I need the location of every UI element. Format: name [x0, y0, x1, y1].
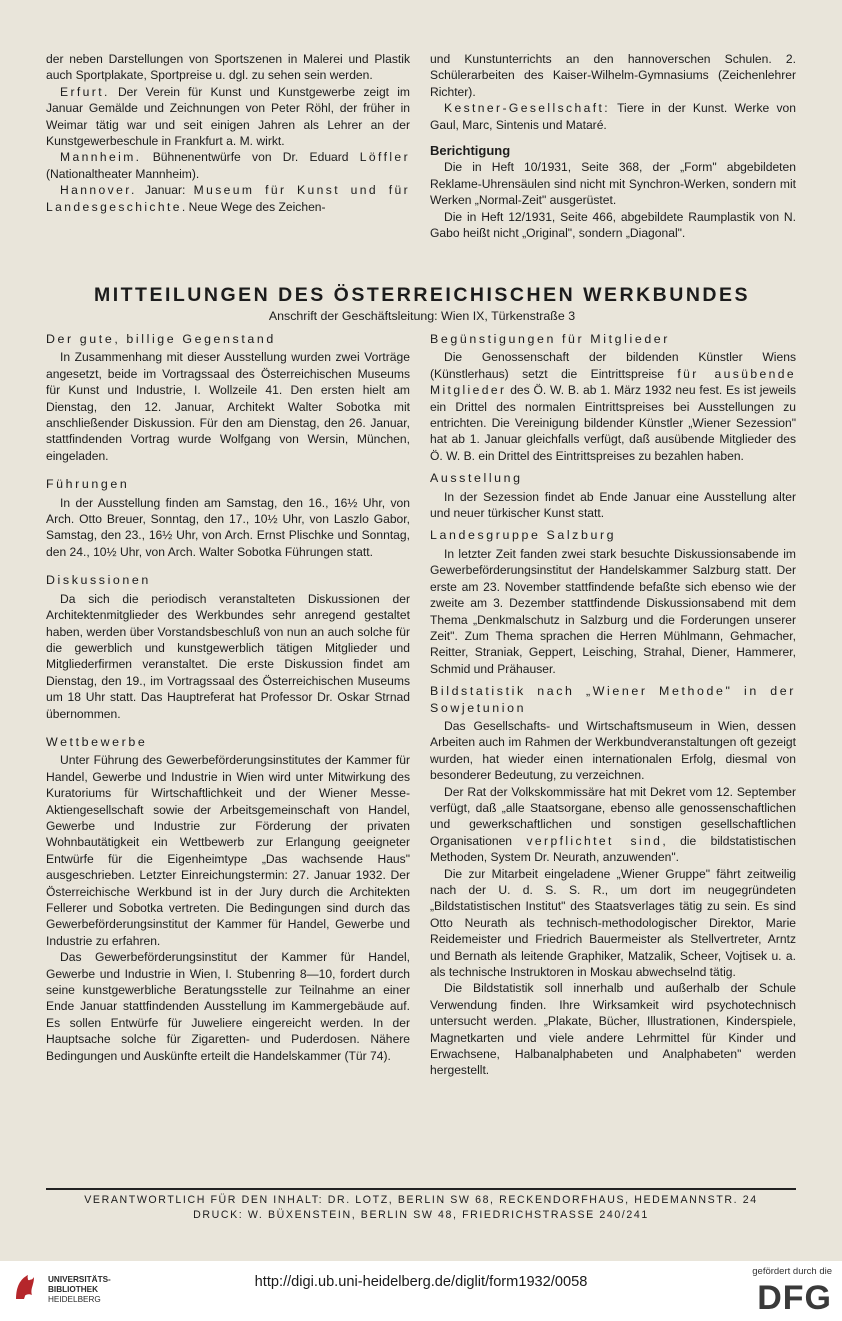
paragraph-text: (Nationaltheater Mannheim). [46, 166, 200, 181]
paragraph [46, 84, 410, 150]
paragraph [430, 349, 796, 464]
paragraph-text: Der Rat der Volkskommissäre hat mit Dekret vom 12. September verfügt, daß „alle Staatsorgane, ebenso alle genossenschaftlichen und gewerkschaftlichen und sonstigen gesellschaftlichen Organisationen [430, 784, 796, 848]
paragraph: Die Bildstatistik soll innerhalb und außerhalb der Schule Verwendung finden. Ihre Wirksamkeit wird psychotechnisch untersucht werden. „Plakate, Bücher, Illustrationen, Kinderspiele, Magnetkarten und viele andere Lehrmittel für Kinder und Erwachsene, Halbanalphabeten und Analphabeten" werden hergestellt. [430, 981, 796, 1078]
paragraph [46, 149, 410, 182]
paragraph: In Zusammenhang mit dieser Ausstellung wurden zwei Vorträge angesetzt, beide im Vortragssaal des Österreichischen Museums für Kunst und Industrie, I. Wollzeile 41. Den ersten hielt am Dienstag, den 12. Januar, Architekt Walter Sobotka mit anschließender Diskussion. Für den am Dienstag, den 26. Januar, stattfindenden Vortrag wurde Wolfgang von Wersin, München, eingeladen. [46, 350, 410, 463]
society-name: Kestner-Gesellschaft: [444, 101, 611, 116]
page-title: MITTEILUNGEN DES ÖSTERREICHISCHEN WERKBUNDES [93, 284, 751, 306]
paragraph: Das Gewerbeförderungsinstitut der Kammer für Handel, Gewerbe und Industrie in Wien, I. Stubenring 8—10, fordert durch seine kunstgewerbliche Beratungsstelle zur Teilnahme an einer Ende Januar stattfindenden Ausstellung im Kammergebäude auf. Es sollen Entwürfe für Juweliere eingereicht werden. In der Hauptsache solche für Zigaretten- und Puderdosen. Nähere Bedingungen und Auskünfte erteilt die Handelskammer (Tür 74). [46, 950, 410, 1063]
right-column [430, 325, 796, 1079]
library-name-line: BIBLIOTHEK [48, 1285, 99, 1294]
section-heading: Ausstellung [430, 471, 523, 486]
paragraph: Unter Führung des Gewerbeförderungsinstitutes der Kammer für Handel, Gewerbe und Industrie in Wien wird unter Mitwirkung des Kuratoriums für Wirtschaftlichkeit und der Wiener Messe-Aktiengesellschaft sowie der Arbeitsgemeinschaft von Handel, Gewerbe und Industrie zur Förderung der privaten Wohnbautätigkeit ein Wettbewerb zur Erlangung geeigneter Entwürfe für die Eigenheimtype „Das wachsende Haus" ausgeschrieben. Letzter Einreichungstermin: 27. Januar 1932. Der Österreichische Werkbund ist in der Jury durch die Architekten Fellerer und Sobotka vertreten. Die Bedingungen sind durch das Gewerbeförderungsinstitut der Kammer für Handel, Gewerbe und Industrie zu erfahren. [46, 753, 410, 948]
paragraph: und Kunstunterrichts an den hannoverschen Schulen. 2. Schülerarbeiten des Kaiser-Wilhelm-Gymnasiums (Zeichenlehrer Richter). [430, 52, 796, 99]
imprint-line: VERANTWORTLICH FÜR DEN INHALT: DR. LOTZ, BERLIN SW 68, RECKENDORFHAUS, HEDEMANNSTR. 24 [84, 1194, 758, 1206]
spaced-text: verpflichtet sind [526, 833, 663, 848]
printer-line: DRUCK: W. BÜXENSTEIN, BERLIN SW 48, FRIEDRICHSTRASSE 240/241 [193, 1209, 649, 1221]
funded-by-text: gefördert durch die [752, 1266, 832, 1277]
paragraph: In der Sezession findet ab Ende Januar eine Ausstellung alter und neuer türkischer Kunst statt. [430, 489, 796, 521]
paragraph: Die in Heft 12/1931, Seite 466, abgebildete Raumplastik von N. Gabo heißt nicht „Original", sondern „Diagonal". [430, 209, 796, 241]
left-column [46, 325, 410, 1064]
section-heading: Landesgruppe Salzburg [430, 528, 617, 543]
section-heading: Der gute, billige Gegenstand [46, 332, 276, 346]
paragraph-text: des Ö. W. B. ab 1. März 1932 neu fest. Es ist jeweils ein Drittel des normalen Eintrittspreises bei Ausstellungen zu entrichten. Die Vereinigung bildender Künstler „Wiener Sezession" hat ab 1. Januar gleichfalls verfügt, daß ausübende Mitglieder des Ö. W. B. ein Drittel des Eintrittspreises zu bezahlen haben. [430, 383, 796, 463]
person-name: Löffler [359, 150, 410, 165]
library-name-line: HEIDELBERG [48, 1295, 101, 1304]
dfg-logo: DFG [757, 1279, 832, 1317]
section-heading: Bildstatistik nach „Wiener Methode" in der Sowjetunion [430, 684, 796, 715]
paragraph [430, 100, 796, 133]
paragraph: In letzter Zeit fanden zwei stark besuchte Diskussionsabende im Gewerbeförderungsinstitut der Handelskammer Salzburg statt. Der erste am 23. November stattfindende befaßte sich ebenso wie der zweite am 3. Dezember stattfindende Diskussionsabend mit dem Thema „Denkmalschutz in Salzburg und die Forderungen unserer Zeit". Zum Thema sprachen die Herren Mühlmann, Gehmacher, Reitter, Straniak, Geppert, Leisching, Strahal, Diener, Hammerer, Schmid und Prähauser. [430, 546, 796, 676]
paragraph: Da sich die periodisch veranstalteten Diskussionen der Architektenmitglieder des Werkbundes sehr anregend gestaltet haben, werden über Vorstandsbeschluß von nun an auch solche für die gewerblich und kunstgewerblich tätigen Mitglieder und Mitgliederfirmen veranstaltet. Die erste Diskussion findet am Dienstag, den 19., im Vortragssaal des Österreichischen Museums um 18 Uhr statt. Das Hauptreferat hat Professor Dr. Oskar Strnad übernommen. [46, 591, 410, 721]
section-heading: Führungen [46, 477, 130, 492]
city-name: Hannover. [60, 183, 137, 198]
paragraph: Das Gesellschafts- und Wirtschaftsmuseum in Wien, dessen Arbeiten auch im Rahmen der Werkbundveranstaltungen oft gezeigt wurden, hat wieder einen internationalen Erfolg, diesmal von besonderer Bedeutung, zu verzeichnen. [430, 718, 796, 783]
section-heading: Diskussionen [46, 573, 151, 588]
paragraph: der neben Darstellungen von Sportszenen in Malerei und Plastik auch Sportplakate, Sportpreise u. dgl. zu sehen sein werden. [46, 52, 410, 83]
paragraph-text: Bühnenentwürfe von Dr. Eduard [141, 150, 360, 165]
footer-rule [46, 1188, 796, 1190]
paragraph [430, 784, 796, 866]
paragraph-text: Der Verein für Kunst und Kunstgewerbe zeigt im Januar Gemälde und Zeichnungen von Peter Röhl, der früher in Weimar tätig war und seit einigen Jahren als Lehrer an der Kunstgewerbeschule in Frankfurt a. M. wirkt. [46, 84, 410, 149]
city-name: Erfurt. [60, 84, 110, 99]
spaced-text: Museum für Kunst und für Landesgeschichte [46, 183, 411, 214]
address-line: Anschrift der Geschäftsleitung: Wien IX, Türkenstraße 3 [268, 309, 576, 323]
paragraph [46, 182, 410, 215]
top-right-column [430, 51, 796, 241]
paragraph: Die zur Mitarbeit eingeladene „Wiener Gruppe" fährt zeitweilig nach der U. d. S. S. R., um dort im neugegründeten „Bildstatistischen Institut" des Staatsverlages tätig zu sein. Es sind Otto Neurath als technisch-methodologischer Direktor, Marie Reidemeister und Friedrich Bauermeister als Stellvertreter, Arntz und Bernath als leitende Graphiker, Matzalik, Scheer, Vojtisek u. a. als technische Instruktoren in Moskau abwechselnd tätig. [430, 866, 796, 980]
section-heading: Berichtigung [430, 143, 511, 159]
city-name: Mannheim. [60, 150, 142, 165]
section-heading: Wettbewerbe [46, 734, 148, 749]
paragraph: In der Ausstellung finden am Samstag, den 16., 16½ Uhr, von Arch. Otto Breuer, Sonntag, den 17., 10½ Uhr, von Laszlo Gabor, Samstag, den 23., 16½ Uhr, von Arch. Ernst Plischke und Sonntag, den 24., 10½ Uhr, von Arch. Walter Sobotka Führungen statt. [46, 495, 410, 559]
paragraph-text: Tiere in der Kunst. Werke von Gaul, Marc, Sintenis und Mataré. [430, 101, 796, 132]
paragraph: Die in Heft 10/1931, Seite 368, der „Form" abgebildeten Reklame-Uhrensäulen sind nicht mit Synchron-Werken, sondern mit Werken „Normal-Zeit" ausgerüstet. [430, 160, 796, 208]
paragraph-text: . Neue Wege des Zeichen- [181, 199, 326, 214]
digitization-bar [0, 1261, 842, 1321]
section-heading: Begünstigungen für Mitglieder [430, 332, 671, 346]
paragraph-text: Die Genossenschaft der bildenden Künstler Wiens (Künstlerhaus) setzt die Eintrittspreise [430, 350, 796, 381]
paragraph-text: , die bildstatistischen Methoden, System Dr. Neurath, anzuwenden". [430, 833, 796, 865]
permalink-url[interactable]: http://digi.ub.uni-heidelberg.de/diglit/form1932/0058 [254, 1274, 588, 1290]
spaced-text: für ausübende Mitglieder [430, 366, 796, 398]
top-left-column [46, 51, 410, 215]
paragraph-text: Januar: [136, 183, 194, 198]
library-name-line: UNIVERSITÄTS- [48, 1275, 111, 1284]
